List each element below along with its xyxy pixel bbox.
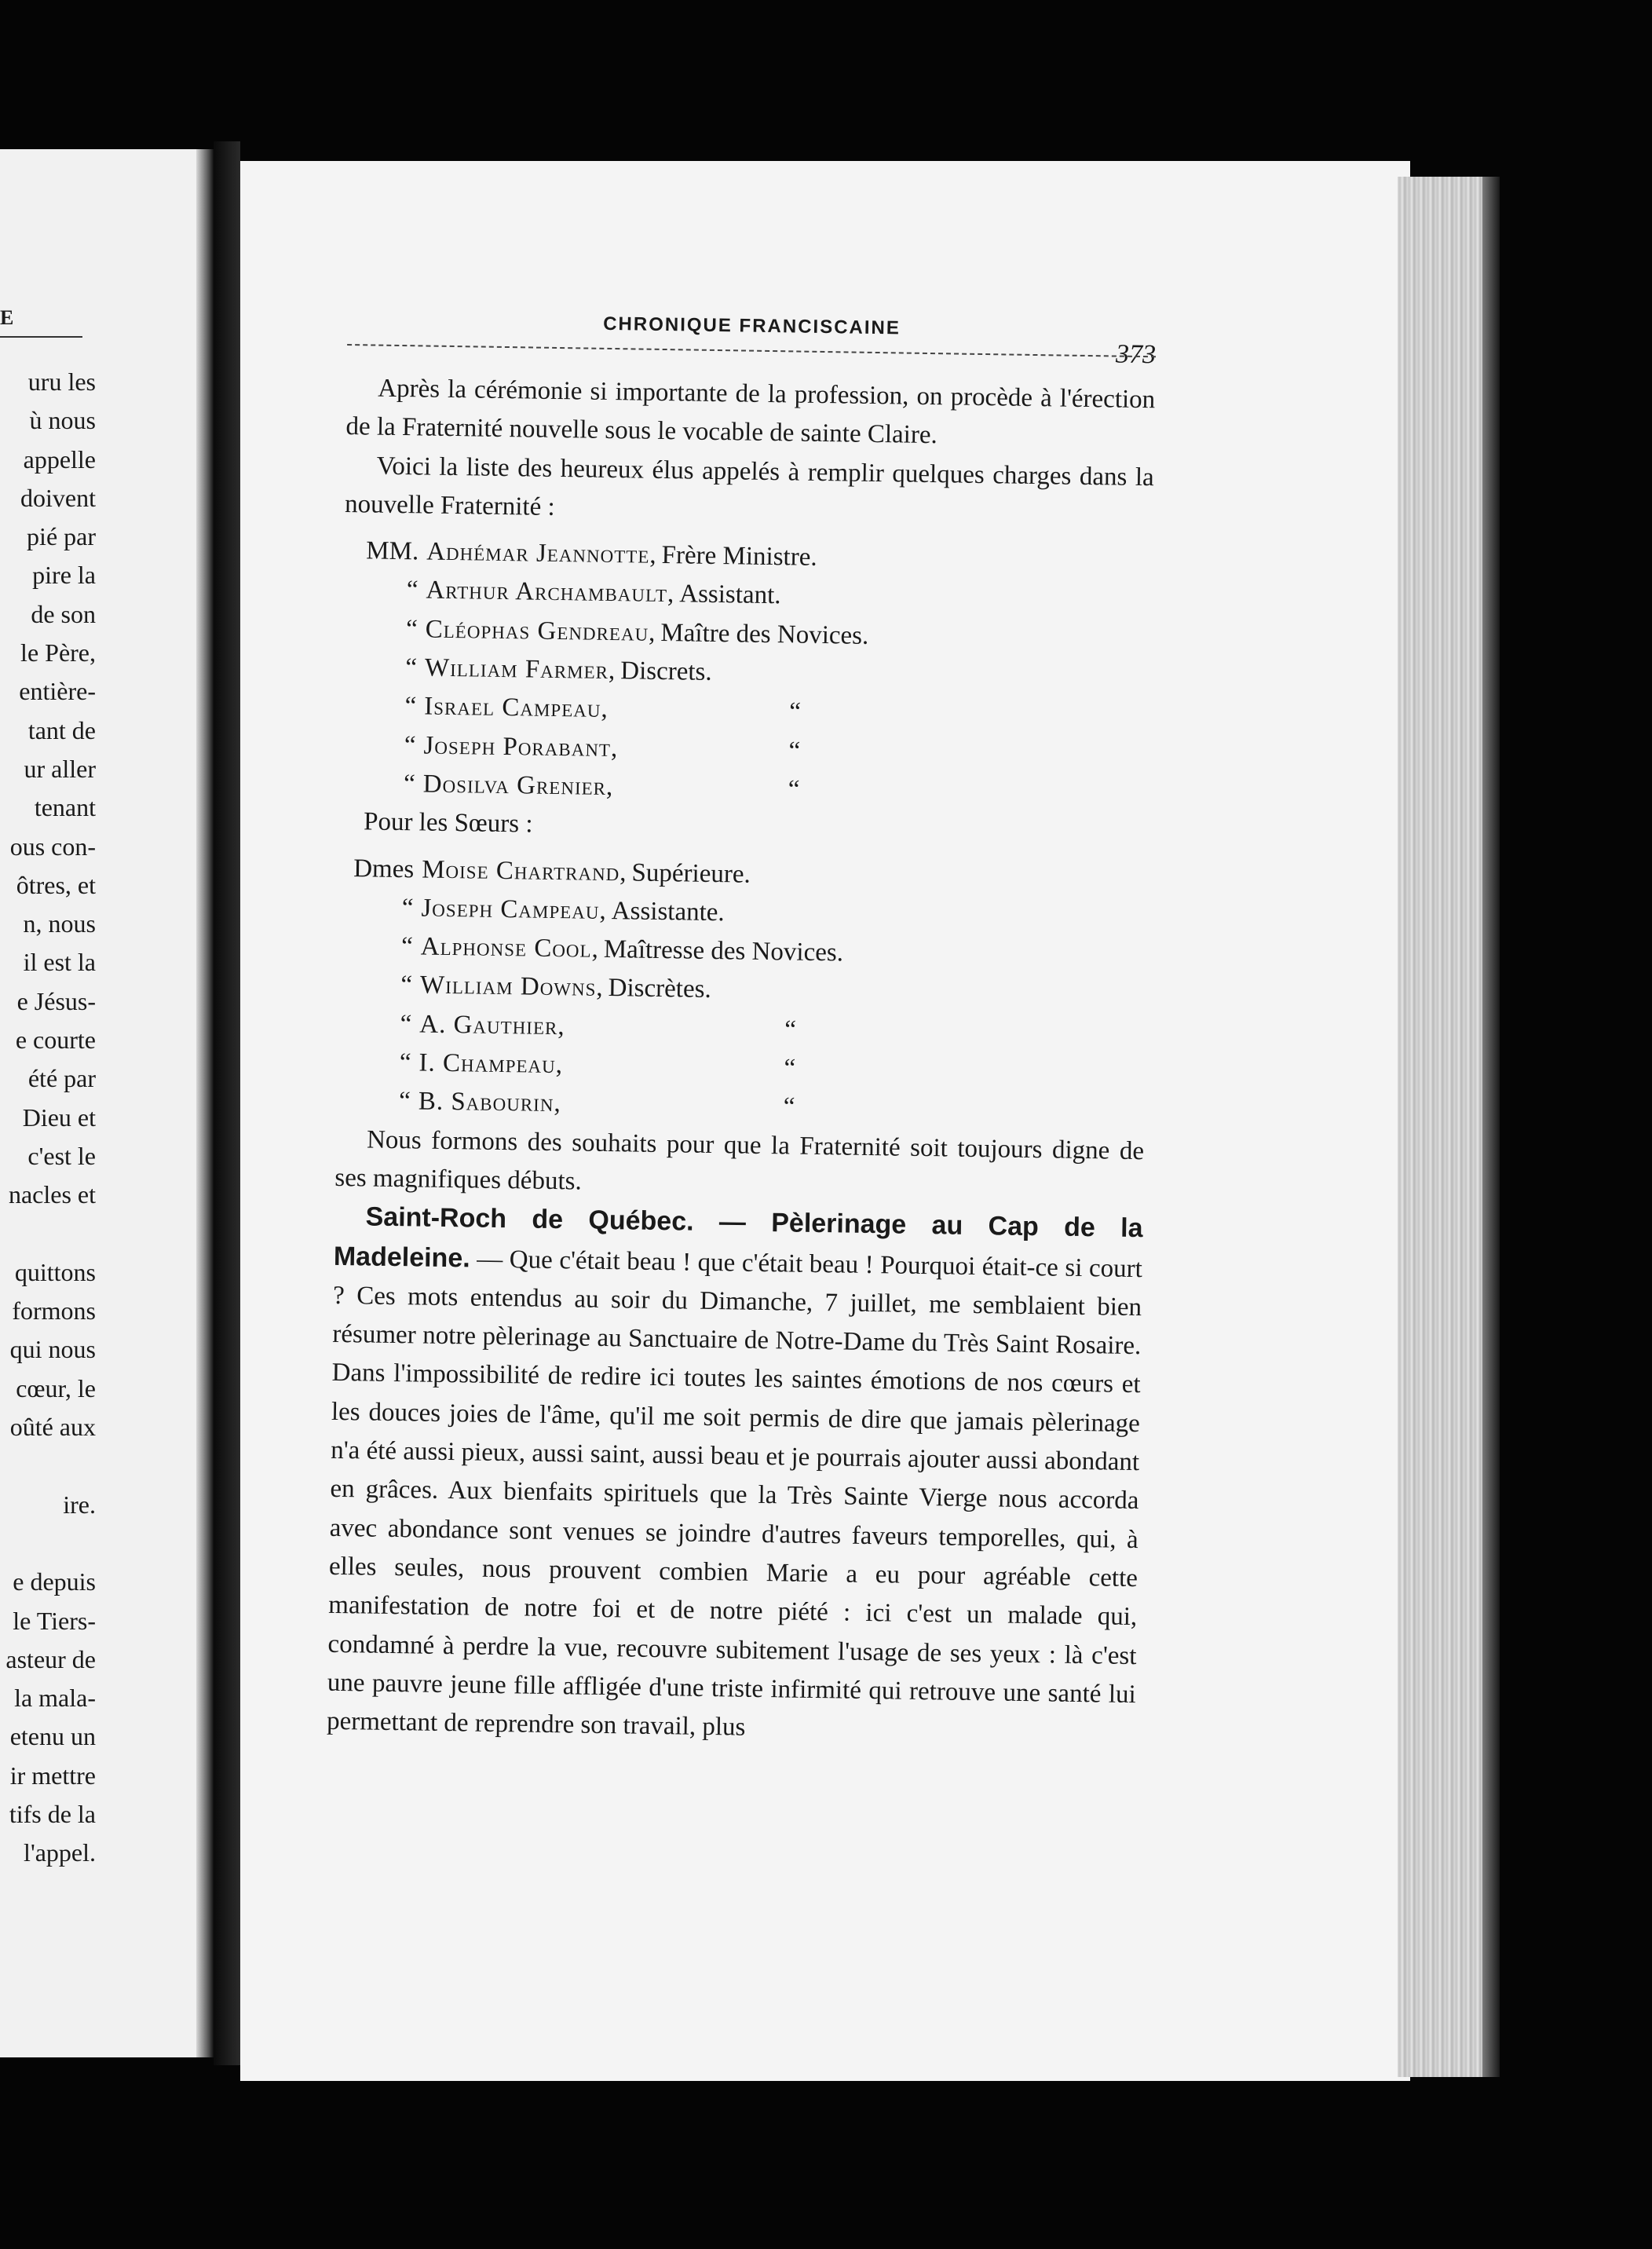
officer-prefix: “: [406, 576, 418, 605]
officer-name: William Downs,: [419, 971, 604, 1003]
paragraph-profession: Après la cérémonie si importante de la profession, on procède à l'érection de la Fraternité nouvelle sous le vocable de sainte Claire.: [345, 374, 1156, 450]
officer-role: Assistante.: [611, 896, 725, 927]
officer-role: [618, 768, 619, 806]
previous-page-line: e courte: [15, 1026, 96, 1055]
previous-page-line: ur aller: [24, 754, 96, 783]
officer-name: I. Champeau,: [418, 1048, 564, 1080]
ditto-mark: “: [788, 775, 800, 804]
officer-role: Discrètes.: [608, 974, 711, 1004]
previous-page-line: etenu un: [9, 1722, 96, 1751]
previous-page-line: le Tiers-: [13, 1606, 96, 1635]
officer-name: A. Gauthier,: [419, 1010, 565, 1040]
previous-page-line: ous con-: [9, 832, 96, 861]
ditto-mark: “: [788, 737, 801, 766]
officer-name: Adhémar Jeannotte,: [426, 537, 657, 570]
ditto-mark: “: [783, 1092, 795, 1121]
previous-page-line: oûté aux: [9, 1413, 96, 1442]
officer-role: Frère Ministre.: [661, 541, 817, 572]
paragraph-wishes: Nous formons des souhaits pour que la Fraternité soit toujours digne de ses magnifiques débuts.: [334, 1125, 1145, 1196]
previous-page-line: qui nous: [9, 1335, 96, 1364]
officer-name: William Farmer,: [424, 653, 616, 686]
page-text-block: [324, 298, 1157, 1896]
previous-page-line: été par: [27, 1064, 96, 1093]
officer-name: Dosilva Grenier,: [422, 770, 614, 802]
previous-page-line: [0, 1446, 96, 1485]
previous-page-header-rule: [0, 336, 82, 338]
previous-page-line: uru les: [27, 368, 96, 396]
page-edges: [1398, 177, 1484, 2077]
previous-page-line: ù nous: [29, 406, 96, 435]
officer-role: [612, 690, 613, 729]
officer-name: Moise Chartrand,: [421, 855, 627, 887]
paragraph-pilgrimage: [327, 1198, 1143, 1753]
pilgrimage-text: — Que c'était beau ! que c'était beau ! Pourquoi était-ce si court ? Ces mots entendus au soir du Dimanche, 7 juillet, me semblaient bien résumer notre pèlerinage au Sanctuaire de Notre-Dame du Très Saint Rosaire. Dans l'impossibilité de redire ici toutes les saintes émotions de nos cœurs et les douces joies de l'âme, qu'il me soit permis de dire que jamais pèlerinage n'a été aussi pieux, aussi saint, aussi beau et je pourrais ajouter aussi abondant en grâces. Aux bienfaits spirituels que la Très Sainte Vierge nous accorda avec abondance sont venues se joindre d'autres faveurs temporelles, qui, à elles seules, nous prouvent combien Marie a eu pour agréable cette manifestation de notre foi et de notre piété : ici c'est un malade qui, condamné à perdre la vue, recouvre subitement l'usage de ses yeux : là c'est une pauvre jeune fille affligée d'une triste infirmité qui retrouve une santé lui permettant de reprendre son travail, plus: [326, 1245, 1143, 1742]
officer-prefix: “: [400, 971, 413, 1000]
officer-prefix: “: [399, 1048, 411, 1077]
previous-page-line: e Jésus-: [16, 986, 96, 1015]
officer-name: B. Sabourin,: [418, 1087, 561, 1118]
officer-role: [565, 1085, 566, 1124]
previous-page-line: c'est le: [27, 1141, 96, 1170]
previous-page-line: formons: [12, 1296, 96, 1326]
officer-prefix: “: [398, 1087, 411, 1116]
officer-role: Maître des Novices.: [660, 618, 869, 650]
previous-page-line: ire.: [63, 1490, 96, 1519]
previous-page-text: [0, 363, 96, 1873]
ditto-mark: “: [788, 697, 802, 726]
officer-prefix: MM.: [366, 536, 419, 566]
previous-page-line: ôtres, et: [16, 870, 96, 899]
page-number: 373: [1115, 339, 1157, 370]
officer-role: Maîtresse des Novices.: [603, 935, 844, 967]
previous-page-line: appelle: [23, 444, 96, 474]
officer-prefix: “: [403, 770, 416, 799]
previous-page-line: tenant: [34, 793, 96, 822]
previous-page-line: pire la: [32, 561, 96, 590]
previous-page-line: cœur, le: [16, 1373, 96, 1402]
officer-prefix: “: [404, 730, 416, 760]
officer-name: Joseph Campeau,: [421, 894, 608, 925]
officer-name: Alphonse Cool,: [420, 932, 600, 964]
officer-name: Israel Campeau,: [424, 692, 609, 724]
previous-page-line: [0, 1524, 96, 1563]
previous-page-line: le Père,: [20, 638, 96, 667]
previous-page-line: tifs de la: [9, 1799, 96, 1828]
previous-page-line: il est la: [23, 948, 96, 977]
officer-name: Joseph Porabant,: [423, 731, 619, 762]
previous-page-line: e depuis: [13, 1567, 96, 1596]
previous-page-line: [0, 1215, 96, 1253]
officer-prefix: “: [400, 932, 414, 961]
previous-page-line: nacles et: [8, 1180, 96, 1209]
officer-role: Discrets.: [620, 656, 712, 687]
officer-name: Cléophas Gendreau,: [425, 615, 656, 647]
officer-role: Assistant.: [679, 580, 781, 610]
previous-page-line: doivent: [20, 483, 96, 512]
officer-prefix: Dmes: [353, 854, 415, 883]
brothers-officers-list: [340, 532, 1153, 814]
previous-page-line: pié par: [27, 522, 96, 551]
body-text: [327, 369, 1156, 1753]
previous-page-line: asteur de: [5, 1644, 96, 1673]
previous-page-line: tant de: [27, 715, 96, 744]
previous-page-line: ir mettre: [9, 1761, 96, 1790]
previous-page-line: Dieu et: [22, 1103, 96, 1132]
officer-name: Arthur Archambault,: [426, 576, 675, 609]
officer-role: [569, 1007, 570, 1046]
officer-prefix: “: [400, 1009, 412, 1039]
previous-page-line: la mala-: [14, 1684, 96, 1713]
officer-prefix: “: [405, 614, 418, 644]
page-edges-shadow: [1482, 177, 1500, 2077]
book-gutter: [214, 141, 240, 2065]
previous-page-line: de son: [31, 599, 96, 628]
previous-page-line: n, nous: [23, 909, 96, 938]
previous-page-line: l'appel.: [24, 1838, 96, 1867]
previous-page-line: entière-: [19, 677, 96, 706]
running-title: CHRONIQUE FRANCISCAINE: [603, 313, 901, 339]
previous-page: [0, 149, 214, 2057]
previous-page-line: quittons: [14, 1257, 96, 1286]
ditto-mark: “: [784, 1054, 796, 1083]
sisters-label: Pour les Sœurs :: [363, 807, 533, 839]
officer-role: Supérieure.: [631, 858, 751, 889]
book-spine-shadow: [196, 149, 214, 2057]
paragraph-list-intro: Voici la liste des heureux élus appelés à remplir quelques charges dans la nouvelle Fraternité :: [344, 452, 1154, 521]
previous-page-header: E: [0, 306, 15, 329]
section-heading: Saint-Roch de Québec. — Pèlerinage au Cap de la Madeleine.: [333, 1201, 1143, 1273]
officer-prefix: “: [401, 893, 414, 923]
officer-prefix: “: [404, 692, 417, 721]
sisters-officers-list: [335, 849, 1148, 1132]
officer-prefix: “: [405, 653, 418, 682]
ditto-mark: “: [784, 1015, 797, 1044]
